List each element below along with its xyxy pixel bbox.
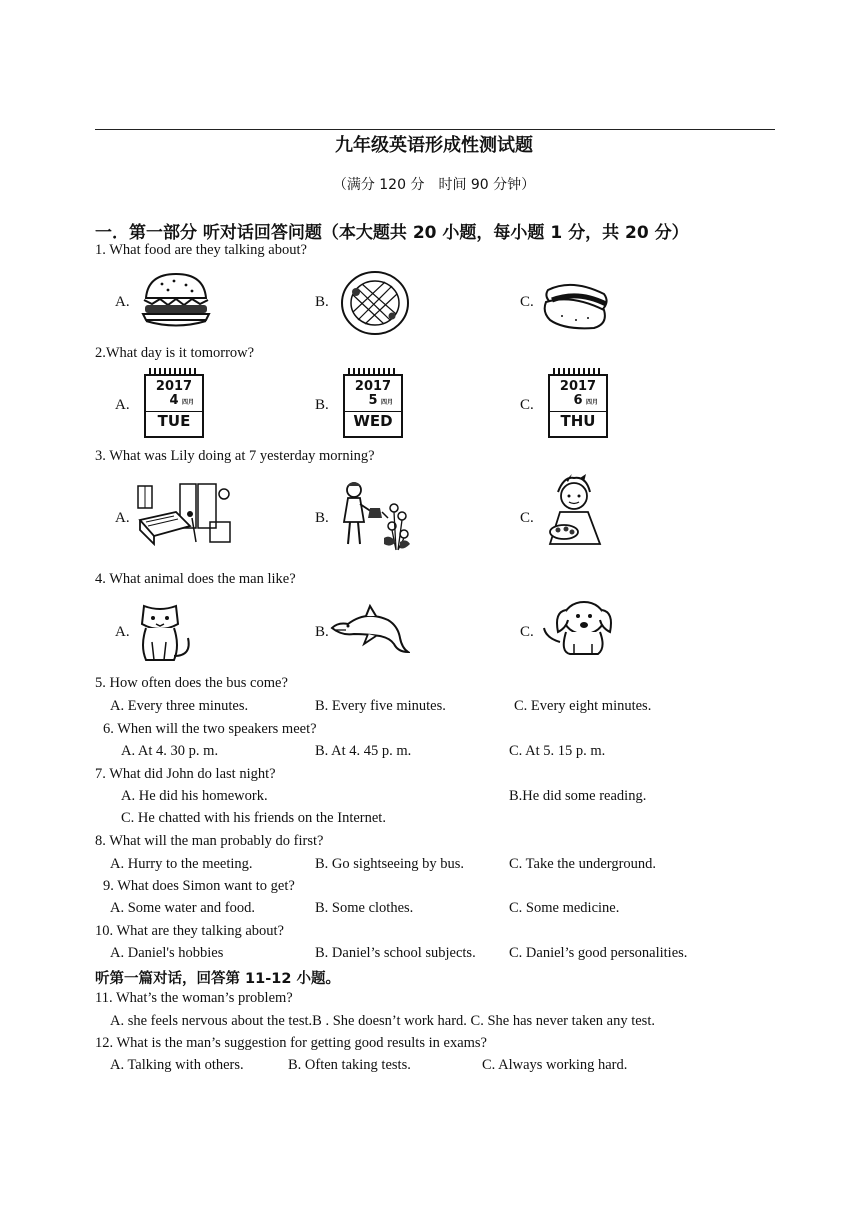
question-8: 8. What will the man probably do first? — [95, 833, 324, 849]
cat-icon — [136, 598, 194, 664]
q3-option-c-label: C. — [520, 510, 534, 526]
q9-option-a: A. Some water and food. — [110, 900, 255, 916]
q2-option-b-label: B. — [315, 397, 329, 413]
header-rule — [95, 129, 775, 130]
q5-option-b: B. Every five minutes. — [315, 698, 446, 714]
q10-option-b: B. Daniel’s school subjects. — [315, 945, 476, 961]
calendar-month: 四月 — [380, 399, 393, 406]
calendar-month: 四月 — [585, 399, 598, 406]
burger-icon — [140, 272, 212, 330]
calendar-wed-icon — [343, 374, 403, 438]
q3-option-b-label: B. — [315, 510, 329, 526]
q7-option-b: B.He did some reading. — [509, 788, 647, 804]
section-heading: 一．第一部分 听对话回答问题（本大题共 20 小题，每小题 1 分，共 20 分） — [95, 223, 689, 243]
q12-option-a: A. Talking with others. — [110, 1057, 244, 1073]
q4-option-b-label: B. — [315, 624, 329, 640]
calendar-day: 6 — [573, 393, 583, 408]
calendar-rings — [553, 368, 603, 376]
calendar-year: 2017 — [559, 379, 597, 394]
calendar-month: 四月 — [181, 399, 194, 406]
calendar-rings — [348, 368, 398, 376]
question-3: 3. What was Lily doing at 7 yesterday morning? — [95, 448, 375, 464]
q2-option-a-label: A. — [115, 397, 130, 413]
question-11: 11. What’s the woman’s problem? — [95, 990, 293, 1006]
q10-option-c: C. Daniel’s good personalities. — [509, 945, 688, 961]
q8-option-b: B. Go sightseeing by bus. — [315, 856, 465, 872]
waffle-plate-icon — [340, 270, 410, 336]
q8-option-a: A. Hurry to the meeting. — [110, 856, 253, 872]
calendar-day: 4 — [169, 393, 179, 408]
q11-options: A. she feels nervous about the test.B . She doesn’t work hard. C. She has never taken any test. — [110, 1013, 655, 1029]
section-2-heading: 听第一篇对话，回答第 11-12 小题。 — [95, 971, 340, 987]
watering-flowers-icon — [338, 478, 412, 552]
question-9: 9. What does Simon want to get? — [103, 878, 295, 894]
q6-option-a: A. At 4. 30 p. m. — [121, 743, 219, 759]
q4-option-c-label: C. — [520, 624, 534, 640]
dog-icon — [540, 598, 618, 658]
q6-option-b: B. At 4. 45 p. m. — [315, 743, 412, 759]
q6-option-c: C. At 5. 15 p. m. — [509, 743, 606, 759]
q12-option-b: B. Often taking tests. — [288, 1057, 411, 1073]
q1-option-c-label: C. — [520, 294, 534, 310]
q8-option-c: C. Take the underground. — [509, 856, 657, 872]
q7-option-c: C. He chatted with his friends on the Internet. — [121, 810, 386, 826]
q1-option-a-label: A. — [115, 294, 130, 310]
cooking-girl-icon — [544, 474, 606, 552]
q1-option-b-label: B. — [315, 294, 329, 310]
calendar-year: 2017 — [354, 379, 392, 394]
q4-option-a-label: A. — [115, 624, 130, 640]
q7-option-a: A. He did his homework. — [121, 788, 268, 804]
page-title: 九年级英语形成性测试题 — [335, 135, 533, 156]
q2-option-c-label: C. — [520, 397, 534, 413]
q9-option-b: B. Some clothes. — [315, 900, 414, 916]
question-2: 2.What day is it tomorrow? — [95, 345, 255, 361]
question-4: 4. What animal does the man like? — [95, 571, 296, 587]
question-10: 10. What are they talking about? — [95, 923, 284, 939]
q3-option-a-label: A. — [115, 510, 130, 526]
question-7: 7. What did John do last night? — [95, 766, 276, 782]
hot-dog-icon — [542, 276, 612, 332]
calendar-weekday: THU — [550, 411, 606, 430]
q12-option-c: C. Always working hard. — [482, 1057, 628, 1073]
q5-option-a: A. Every three minutes. — [110, 698, 249, 714]
calendar-weekday: WED — [345, 411, 401, 430]
calendar-day: 5 — [368, 393, 378, 408]
question-1: 1. What food are they talking about? — [95, 242, 307, 258]
q10-option-a: A. Daniel's hobbies — [110, 945, 224, 961]
question-12: 12. What is the man’s suggestion for getting good results in exams? — [95, 1035, 487, 1051]
calendar-tue-icon — [144, 374, 204, 438]
question-5: 5. How often does the bus come? — [95, 675, 288, 691]
q9-option-c: C. Some medicine. — [509, 900, 620, 916]
calendar-year: 2017 — [155, 379, 193, 394]
calendar-rings — [149, 368, 199, 376]
calendar-thu-icon — [548, 374, 608, 438]
page-subtitle: （满分 120 分 时间 90 分钟） — [332, 177, 536, 193]
calendar-weekday: TUE — [146, 411, 202, 430]
dolphin-icon — [330, 604, 410, 656]
bedroom-cleaning-icon — [136, 482, 234, 546]
q5-option-c: C. Every eight minutes. — [514, 698, 652, 714]
question-6: 6. When will the two speakers meet? — [103, 721, 317, 737]
